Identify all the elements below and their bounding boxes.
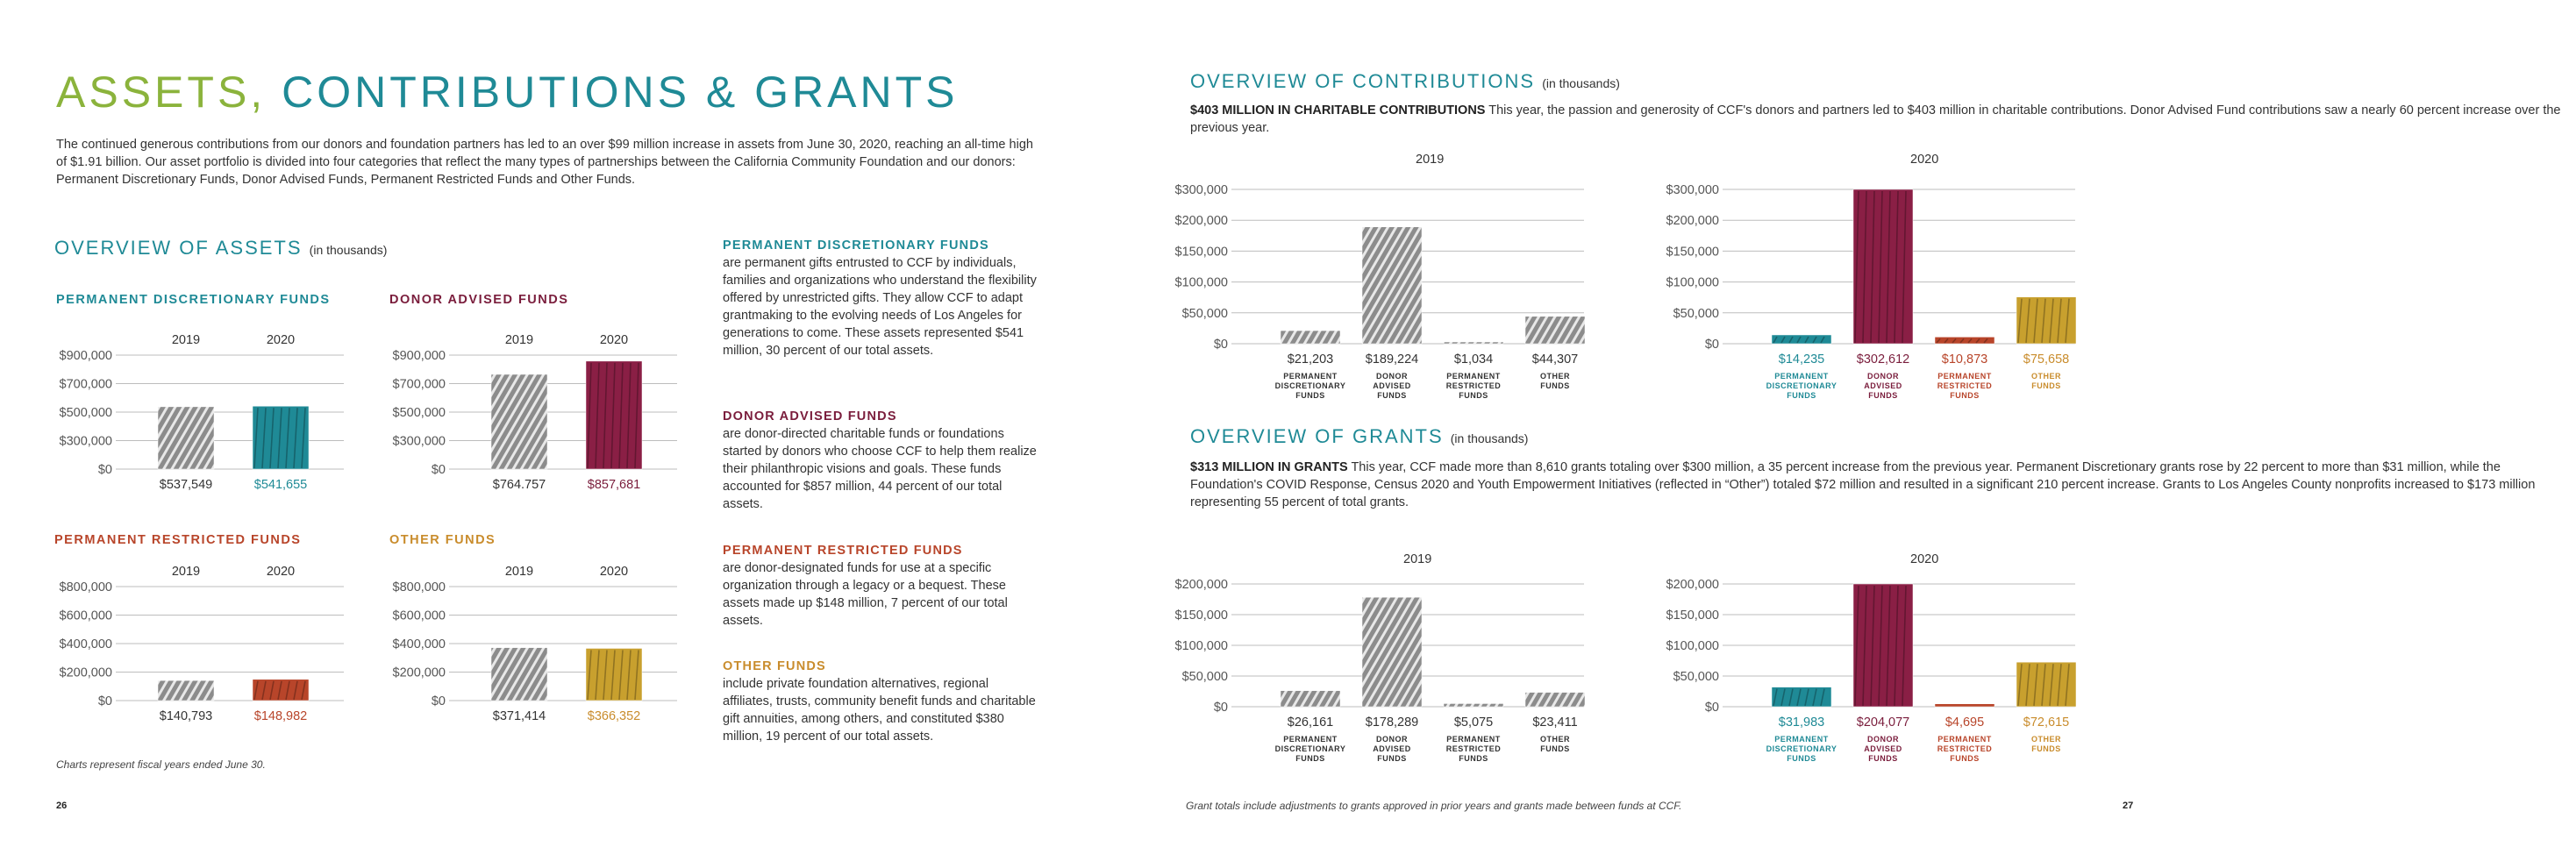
ytick-assets-da-3: $300,000 <box>392 434 446 449</box>
value-label-grants-2020-1: $204,077 <box>1856 715 1910 730</box>
ytick-assets-pd-1: $700,000 <box>59 377 112 392</box>
category-label-contrib-2019-0-1: DISCRETIONARY <box>1274 381 1346 390</box>
ytick-assets-pr-4: $0 <box>97 694 112 708</box>
value-label-assets-da-1: $857,681 <box>587 478 641 492</box>
ytick-grants-2020-1: $150,000 <box>1666 609 1719 623</box>
category-label-contrib-2020-0-1: DISCRETIONARY <box>1766 381 1837 390</box>
contrib-paragraph <box>1190 102 2576 137</box>
category-label-contrib-2019-0-0: PERMANENT <box>1283 372 1338 381</box>
bar-grants-2020-2 <box>1935 704 1994 707</box>
contrib-lead: $403 MILLION IN CHARITABLE CONTRIBUTIONS <box>1190 103 1486 117</box>
category-label-contrib-2019-2-2: FUNDS <box>1459 391 1488 400</box>
ytick-contrib-2020-4: $50,000 <box>1673 306 1719 321</box>
grants-text: This year, CCF made more than 8,610 grants totaling over $300 million, a 35 percent increase from the previous year. Permanent Discretionary grants rose by 22 percent to more than $31 million, while the Foundation's COVID Response, Census 2020 and Youth Empowerment Initiatives (reflected in “Other”) totaled $72 million and resulted in a significant 210 percent increase. Grants to Los Angeles County nonprofits increased to $173 million representing 55 percent of total grants. <box>1190 460 2536 509</box>
category-label-contrib-2020-1-2: FUNDS <box>1868 391 1898 400</box>
value-label-grants-2019-0: $26,161 <box>1287 715 1334 730</box>
ytick-assets-pd-0: $900,000 <box>59 349 112 363</box>
desc-pr <box>723 542 1038 630</box>
ytick-grants-2019-3: $50,000 <box>1181 670 1228 684</box>
category-label-grants-2020-1-2: FUNDS <box>1868 754 1898 763</box>
desc-da-text: are donor-directed charitable funds or foundations started by donors who choose CCF to help them realize their philanthropic visions and goals. These funds accounted for $857 million, 44 percent of our total assets. <box>723 427 1037 511</box>
value-label-assets-other-0: $371,414 <box>492 709 546 723</box>
grants-2020-title: 2020 <box>1910 552 1939 566</box>
desc-da <box>723 408 1038 513</box>
category-label-contrib-2020-2-2: FUNDS <box>1950 391 1980 400</box>
desc-pr-title: PERMANENT RESTRICTED FUNDS <box>723 544 963 558</box>
chart-assets-pr <box>35 556 377 740</box>
chart-assets-pd <box>35 324 377 509</box>
category-label-grants-2020-1-0: DONOR <box>1867 735 1899 744</box>
category-label-contrib-2020-2-0: PERMANENT <box>1937 372 1992 381</box>
category-label-contrib-2019-3-0: OTHER <box>1540 372 1570 381</box>
contrib-overview-unit: (in thousands) <box>1542 76 1620 90</box>
bar-contrib-2019-1 <box>1362 227 1422 344</box>
category-label-contrib-2020-3-1: FUNDS <box>2031 381 2061 390</box>
value-label-assets-pr-0: $140,793 <box>159 709 213 723</box>
value-label-contrib-2019-3: $44,307 <box>1531 352 1579 367</box>
value-label-grants-2019-2: $5,075 <box>1453 715 1494 730</box>
bar-assets-da-0 <box>491 374 547 469</box>
bar-grants-2019-1 <box>1362 597 1422 707</box>
grants-lead: $313 MILLION IN GRANTS <box>1190 460 1348 474</box>
category-label-grants-2020-2-1: RESTRICTED <box>1937 744 1993 753</box>
ytick-contrib-2019-4: $50,000 <box>1181 306 1228 321</box>
chart-contrib-2020 <box>1666 172 2079 417</box>
ytick-contrib-2020-5: $0 <box>1704 338 1719 352</box>
ytick-assets-other-3: $200,000 <box>392 666 446 680</box>
category-label-grants-2019-3-0: OTHER <box>1540 735 1570 744</box>
left-footnote: Charts represent fiscal years ended June 30. <box>56 758 266 771</box>
chart-title-other: OTHER FUNDS <box>389 533 496 547</box>
category-label-grants-2019-1-0: DONOR <box>1376 735 1408 744</box>
value-label-assets-pd-0: $537,549 <box>159 478 213 492</box>
value-label-contrib-2019-2: $1,034 <box>1453 352 1494 367</box>
category-label-grants-2020-0-0: PERMANENT <box>1774 735 1829 744</box>
desc-da-title: DONOR ADVISED FUNDS <box>723 409 897 424</box>
ytick-assets-pr-0: $800,000 <box>59 580 112 594</box>
category-label-grants-2019-1-2: FUNDS <box>1377 754 1407 763</box>
category-label-grants-2020-0-1: DISCRETIONARY <box>1766 744 1837 753</box>
value-label-grants-2019-3: $23,411 <box>1532 715 1578 730</box>
category-label-assets-da-1: 2020 <box>599 333 629 347</box>
category-label-grants-2019-3-1: FUNDS <box>1540 744 1570 753</box>
ytick-assets-da-4: $0 <box>431 463 446 477</box>
contrib-text: This year, the passion and generosity of CCF's donors and partners led to $403 million in charitable contributions. Donor Advised Fund contributions saw a nearly 60 percent increase over the previous year. <box>1190 103 2561 135</box>
ytick-assets-pd-3: $300,000 <box>59 434 112 449</box>
value-label-contrib-2019-0: $21,203 <box>1287 352 1334 367</box>
category-label-contrib-2020-3-0: OTHER <box>2031 372 2061 381</box>
bar-contrib-2019-0 <box>1281 331 1340 344</box>
bar-assets-pr-0 <box>158 680 214 701</box>
ytick-assets-other-4: $0 <box>431 694 446 708</box>
ytick-assets-pd-2: $500,000 <box>59 406 112 420</box>
bar-contrib-2019-3 <box>1525 317 1585 344</box>
category-label-assets-da-0: 2019 <box>504 333 534 347</box>
category-label-contrib-2019-1-0: DONOR <box>1376 372 1408 381</box>
category-label-contrib-2019-2-0: PERMANENT <box>1446 372 1501 381</box>
desc-other-text: include private foundation alternatives, regional affiliates, trusts, community benefit funds and charitable gift annuities, among others, and constituted $380 million, 19 percent of our total assets. <box>723 677 1036 744</box>
desc-pd-text: are permanent gifts entrusted to CCF by individuals, families and organizations who understand the flexibility offered by unrestricted gifts. They allow CCF to adapt grantmaking to the evolving needs of Los Angeles for generations to come. These assets represented $541 million, 30 percent of our total assets. <box>723 256 1037 358</box>
ytick-assets-pr-1: $600,000 <box>59 609 112 623</box>
chart-assets-other <box>368 556 693 740</box>
ytick-grants-2019-4: $0 <box>1213 701 1228 715</box>
contrib-2019-title: 2019 <box>1416 153 1445 167</box>
ytick-grants-2019-2: $100,000 <box>1174 639 1228 653</box>
category-label-contrib-2020-1-1: ADVISED <box>1864 381 1902 390</box>
ytick-contrib-2020-2: $150,000 <box>1666 245 1719 260</box>
assets-overview-title: OVERVIEW OF ASSETS <box>54 237 303 259</box>
ytick-contrib-2019-1: $200,000 <box>1174 214 1228 229</box>
ytick-assets-other-1: $600,000 <box>392 609 446 623</box>
category-label-assets-pr-0: 2019 <box>171 565 201 579</box>
ytick-contrib-2019-5: $0 <box>1213 338 1228 352</box>
bar-contrib-2019-2 <box>1444 342 1503 344</box>
ytick-assets-da-0: $900,000 <box>392 349 446 363</box>
ytick-contrib-2020-1: $200,000 <box>1666 214 1719 229</box>
ytick-contrib-2019-2: $150,000 <box>1174 245 1228 260</box>
page-title <box>56 68 959 117</box>
ytick-grants-2020-4: $0 <box>1704 701 1719 715</box>
desc-other <box>723 658 1038 745</box>
value-label-assets-other-1: $366,352 <box>587 709 641 723</box>
category-label-grants-2020-1-1: ADVISED <box>1864 744 1902 753</box>
chart-grants-2019 <box>1175 572 1588 782</box>
value-label-contrib-2020-0: $14,235 <box>1778 352 1825 367</box>
category-label-grants-2020-3-0: OTHER <box>2031 735 2061 744</box>
category-label-contrib-2019-0-2: FUNDS <box>1295 391 1325 400</box>
page-title-rest: CONTRIBUTIONS & GRANTS <box>282 68 959 117</box>
category-label-grants-2019-2-0: PERMANENT <box>1446 735 1501 744</box>
ytick-assets-da-2: $500,000 <box>392 406 446 420</box>
category-label-contrib-2019-1-1: ADVISED <box>1373 381 1411 390</box>
ytick-assets-pd-4: $0 <box>97 463 112 477</box>
value-label-assets-pr-1: $148,982 <box>253 709 308 723</box>
bar-assets-pd-0 <box>158 407 214 469</box>
bar-grants-2019-0 <box>1281 691 1340 707</box>
category-label-assets-other-1: 2020 <box>599 565 629 579</box>
category-label-contrib-2019-2-1: RESTRICTED <box>1445 381 1502 390</box>
bar-grants-2019-2 <box>1444 703 1503 707</box>
category-label-contrib-2020-1-0: DONOR <box>1867 372 1899 381</box>
category-label-grants-2020-2-0: PERMANENT <box>1937 735 1992 744</box>
desc-pd-title: PERMANENT DISCRETIONARY FUNDS <box>723 238 989 253</box>
category-label-contrib-2019-3-1: FUNDS <box>1540 381 1570 390</box>
assets-overview-unit: (in thousands) <box>309 243 388 257</box>
assets-overview-heading <box>54 237 387 260</box>
value-label-grants-2020-3: $72,615 <box>2023 715 2070 730</box>
ytick-grants-2020-2: $100,000 <box>1666 639 1719 653</box>
chart-title-da: DONOR ADVISED FUNDS <box>389 293 569 307</box>
ytick-assets-other-2: $400,000 <box>392 637 446 651</box>
desc-other-title: OTHER FUNDS <box>723 659 826 673</box>
ytick-assets-pr-3: $200,000 <box>59 666 112 680</box>
page-number-right: 27 <box>2123 801 2134 811</box>
category-label-grants-2019-2-2: FUNDS <box>1459 754 1488 763</box>
ytick-grants-2020-3: $50,000 <box>1673 670 1719 684</box>
value-label-contrib-2019-1: $189,224 <box>1365 352 1419 367</box>
grants-overview-unit: (in thousands) <box>1450 431 1529 445</box>
chart-title-pr: PERMANENT RESTRICTED FUNDS <box>54 533 302 547</box>
category-label-assets-pd-1: 2020 <box>266 333 296 347</box>
value-label-grants-2020-2: $4,695 <box>1944 715 1985 730</box>
ytick-assets-other-0: $800,000 <box>392 580 446 594</box>
ytick-contrib-2020-0: $300,000 <box>1666 183 1719 197</box>
bar-grants-2019-3 <box>1525 693 1585 707</box>
ytick-contrib-2019-3: $100,000 <box>1174 275 1228 290</box>
value-label-grants-2020-0: $31,983 <box>1778 715 1825 730</box>
category-label-grants-2019-0-2: FUNDS <box>1295 754 1325 763</box>
category-label-grants-2020-2-2: FUNDS <box>1950 754 1980 763</box>
category-label-grants-2019-0-1: DISCRETIONARY <box>1274 744 1346 753</box>
ytick-grants-2019-0: $200,000 <box>1174 578 1228 592</box>
value-label-contrib-2020-1: $302,612 <box>1856 352 1910 367</box>
grants-2019-title: 2019 <box>1403 552 1432 566</box>
value-label-contrib-2020-2: $10,873 <box>1941 352 1988 367</box>
desc-pd <box>723 237 1038 359</box>
ytick-assets-da-1: $700,000 <box>392 377 446 392</box>
page-number-left: 26 <box>56 801 68 811</box>
category-label-assets-other-0: 2019 <box>504 565 534 579</box>
bar-assets-other-0 <box>491 648 547 701</box>
page-title-first-word: ASSETS, <box>56 68 267 117</box>
grants-paragraph <box>1190 459 2576 511</box>
chart-grants-2020 <box>1666 572 2079 782</box>
category-label-contrib-2020-2-1: RESTRICTED <box>1937 381 1993 390</box>
chart-title-pd: PERMANENT DISCRETIONARY FUNDS <box>56 293 331 307</box>
ytick-assets-pr-2: $400,000 <box>59 637 112 651</box>
ytick-contrib-2019-0: $300,000 <box>1174 183 1228 197</box>
grants-overview-heading <box>1190 425 1528 448</box>
grants-overview-title: OVERVIEW OF GRANTS <box>1190 425 1444 447</box>
value-label-assets-da-0: $764.757 <box>492 478 546 492</box>
contrib-2020-title: 2020 <box>1910 153 1939 167</box>
value-label-grants-2019-1: $178,289 <box>1365 715 1419 730</box>
value-label-assets-pd-1: $541,655 <box>253 478 308 492</box>
category-label-assets-pd-0: 2019 <box>171 333 201 347</box>
category-label-assets-pr-1: 2020 <box>266 565 296 579</box>
chart-assets-da <box>368 324 693 509</box>
ytick-grants-2020-0: $200,000 <box>1666 578 1719 592</box>
desc-pr-text: are donor-designated funds for use at a specific organization through a legacy or a bequest. These assets made up $148 million, 7 percent of our total assets. <box>723 561 1008 628</box>
category-label-grants-2019-0-0: PERMANENT <box>1283 735 1338 744</box>
ytick-grants-2019-1: $150,000 <box>1174 609 1228 623</box>
value-label-contrib-2020-3: $75,658 <box>2023 352 2070 367</box>
category-label-grants-2020-0-2: FUNDS <box>1787 754 1816 763</box>
category-label-contrib-2019-1-2: FUNDS <box>1377 391 1407 400</box>
ytick-contrib-2020-3: $100,000 <box>1666 275 1719 290</box>
category-label-grants-2019-2-1: RESTRICTED <box>1445 744 1502 753</box>
chart-contrib-2019 <box>1175 172 1588 417</box>
category-label-grants-2020-3-1: FUNDS <box>2031 744 2061 753</box>
contrib-overview-title: OVERVIEW OF CONTRIBUTIONS <box>1190 70 1536 92</box>
contrib-overview-heading <box>1190 70 1620 93</box>
category-label-grants-2019-1-1: ADVISED <box>1373 744 1411 753</box>
category-label-contrib-2020-0-0: PERMANENT <box>1774 372 1829 381</box>
category-label-contrib-2020-0-2: FUNDS <box>1787 391 1816 400</box>
right-footnote: Grant totals include adjustments to grants approved in prior years and grants made between funds at CCF. <box>1186 800 1682 812</box>
intro-paragraph: The continued generous contributions from our donors and foundation partners has led to an over $99 million increase in assets from June 30, 2020, reaching an all-time high of $1.91 billion. Our asset portfolio is divided into four categories that reflect the many types of partnerships between the California Community Foundation and our donors: Permanent Discretionary Funds, Donor Advised Funds, Permanent Restricted Funds and Other Funds. <box>56 138 1033 187</box>
